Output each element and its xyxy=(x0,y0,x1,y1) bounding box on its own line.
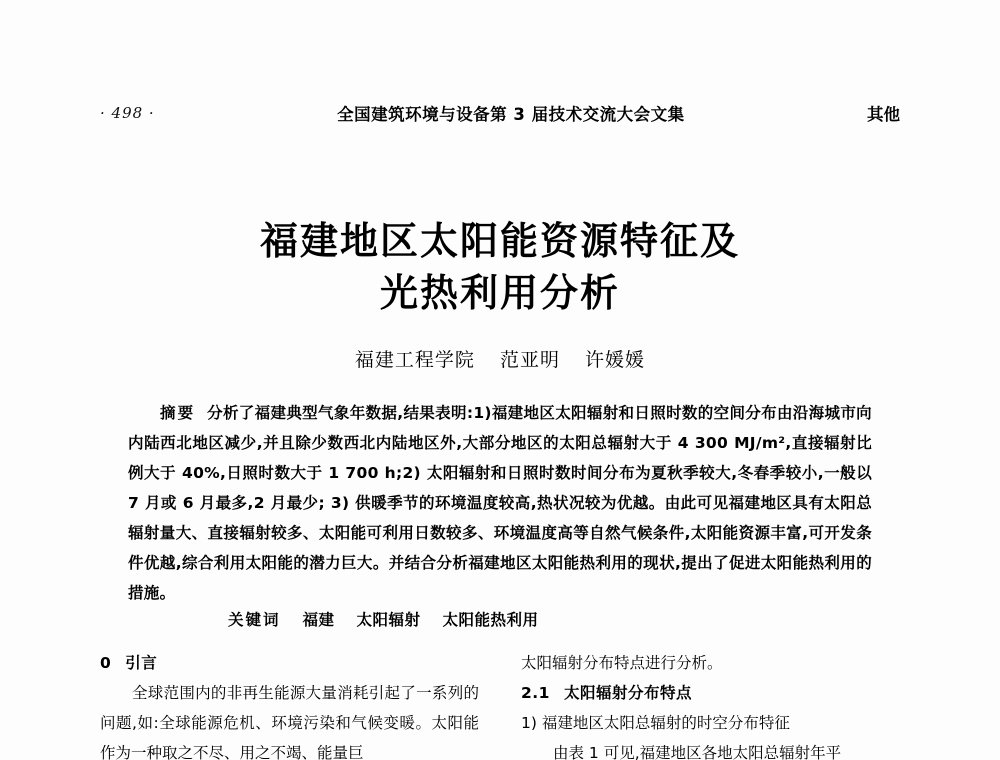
abstract-label: 摘要 xyxy=(160,404,196,422)
proceedings-title: 全国建筑环境与设备第 3 届技术交流大会文集 xyxy=(337,105,685,124)
section-number: 2.1 xyxy=(521,684,550,702)
affiliation: 福建工程学院 xyxy=(354,349,475,371)
section-heading-2-1 xyxy=(521,678,900,708)
section-title: 太阳辐射分布特点 xyxy=(563,684,692,702)
article-title-block xyxy=(0,215,1000,372)
page-number: · 498 · xyxy=(100,104,155,122)
body-columns xyxy=(100,648,900,760)
left-column xyxy=(100,648,479,760)
right-column xyxy=(521,648,900,760)
keywords-label: 关键词 xyxy=(228,611,281,629)
author-1: 范亚明 xyxy=(499,349,560,371)
abstract-text: 分析了福建典型气象年数据,结果表明:1)福建地区太阳辐射和日照时数的空间分布由沿海城市向内陆西北地区减少,并且除少数西北内陆地区外,大部分地区的太阳总辐射大于 4 300 MJ/m²,直接辐射比例大于 40%,日照时数大于 1 700 h;2) 太阳辐射和日照时数时间分布为夏秋季较大,冬春季较小,一般以 7 月或 6 月最多,2 月最少; 3) 供暖季节的环境温度较高,热状况较为优越。由此可见福建地区具有太阳总辐射量大、直接辐射较多、太阳能可利用日数较多、环境温度高等自然气候条件,太阳能资源丰富,可开发条件优越,综合利用太阳能的潜力巨大。并结合分析福建地区太阳能热利用的现状,提出了促进太阳能热利用的措施。 xyxy=(128,404,872,602)
page-title-line-1: 福建地区太阳能资源特征及 xyxy=(259,219,740,263)
authors-line xyxy=(0,345,1000,372)
page-title-line-2: 光热利用分析 xyxy=(379,271,620,315)
section-category: 其他 xyxy=(867,105,900,124)
keyword-item: 太阳辐射 xyxy=(356,611,421,629)
paragraph: 全球范围内的非再生能源大量消耗引起了一系列的问题,如:全球能源危机、环境污染和气候变暖。太阳能作为一种取之不尽、用之不竭、能量巨 xyxy=(100,684,479,760)
author-2: 许媛媛 xyxy=(585,349,646,371)
section-number: 0 xyxy=(100,654,112,672)
running-head xyxy=(100,100,900,126)
section-title: 引言 xyxy=(125,654,158,672)
keyword-item: 太阳能热利用 xyxy=(442,611,539,629)
keywords-block xyxy=(128,608,872,630)
subsection-heading: 1) 福建地区太阳总辐射的时空分布特征 xyxy=(521,714,790,732)
abstract-block xyxy=(128,398,872,608)
paragraph: 由表 1 可见,福建地区各地太阳总辐射年平 xyxy=(553,744,842,760)
keyword-item: 福建 xyxy=(302,611,335,629)
paragraph-continuation: 太阳辐射分布特点进行分析。 xyxy=(521,654,723,672)
section-heading-0 xyxy=(100,648,479,678)
